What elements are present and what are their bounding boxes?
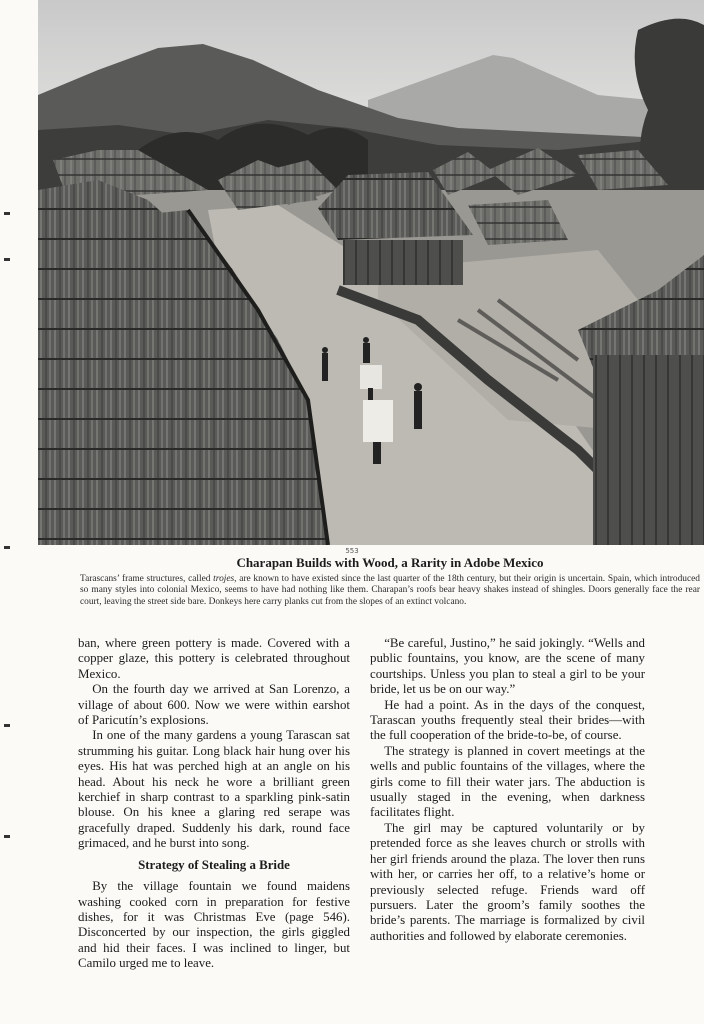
binding-mark	[4, 835, 10, 838]
caption-rest: are known to have existed since the last quarter of the 18th century, but their origin is uncertain. Spain, which introduced so many styles into colonial Mexico, seems to have had nothing like them. Charapan’s roofs bear heavy shakes instead of shingles. Doors generally face the rear court, leaving the street side bare. Donkeys here carry planks cut from the slopes of an extinct volcano.	[80, 574, 700, 607]
paragraph: By the village fountain we found maidens washing cooked corn in preparation for festive dishes, for it was Christmas Eve (page 546). Disconcerted by our inspection, the girls giggled and hid their faces. I was inclined to linger, but Camilo urged me to leave.	[78, 879, 350, 971]
left-column	[78, 636, 350, 972]
paragraph: He had a point. As in the days of the conquest, Tarascan youths frequently steal their brides—with the full cooperation of the bride-to-be, of course.	[370, 697, 645, 743]
caption-text	[80, 574, 700, 608]
caption-lead: Tarascans’ frame structures, called	[80, 574, 214, 584]
caption-title: Charapan Builds with Wood, a Rarity in Adobe Mexico	[236, 555, 544, 570]
section-heading: Strategy of Stealing a Bride	[138, 857, 290, 872]
caption-italic-term: trojes,	[213, 574, 237, 584]
binding-mark	[4, 546, 10, 549]
page-number: 553	[345, 547, 359, 555]
paragraph: The strategy is planned in covert meetings at the wells and public fountains of the villages, where the girls come to fill their water jars. The abduction is usually staged in the evening, when darkness facilitates flight.	[370, 743, 645, 820]
paragraph: The girl may be captured voluntarily or by pretended force as she leaves church or strolls with her girl friends around the plaza. The lover then runs with her, or carries her off, to a relative’s home or previously selected refuge. Friends ward off pursuers. Later the groom’s family soothes the bride’s parents. The marriage is formalized by civil authorities and followed by elaborate ceremonies.	[370, 820, 645, 943]
right-column	[370, 636, 645, 944]
paragraph: In one of the many gardens a young Tarascan sat strumming his guitar. Long black hair hung over his eyes. His hat was perched high at an angle on his head. About his neck he wore a brilliant green kerchief in sharp contrast to a sparkling pink-satin blouse. On his knee a glaring red serape was gracefully draped. Suddenly his dark, round face grimaced, and he burst into song.	[78, 728, 350, 851]
paragraph: ban, where green pottery is made. Covered with a copper glaze, this pottery is celebrated throughout Mexico.	[78, 636, 350, 681]
binding-mark	[4, 258, 10, 261]
binding-mark	[4, 724, 10, 727]
binding-mark	[4, 212, 10, 215]
paragraph: “Be careful, Justino,” he said jokingly. “Wells and public fountains, you know, are the scene of many courtships. Unless you plan to steal a girl to be your bride, let us be on our way.”	[370, 636, 645, 697]
paragraph: On the fourth day we arrived at San Lorenzo, a village of about 600. Now we were within earshot of Paricutín’s explosions.	[78, 682, 350, 728]
village-photograph	[38, 0, 704, 545]
